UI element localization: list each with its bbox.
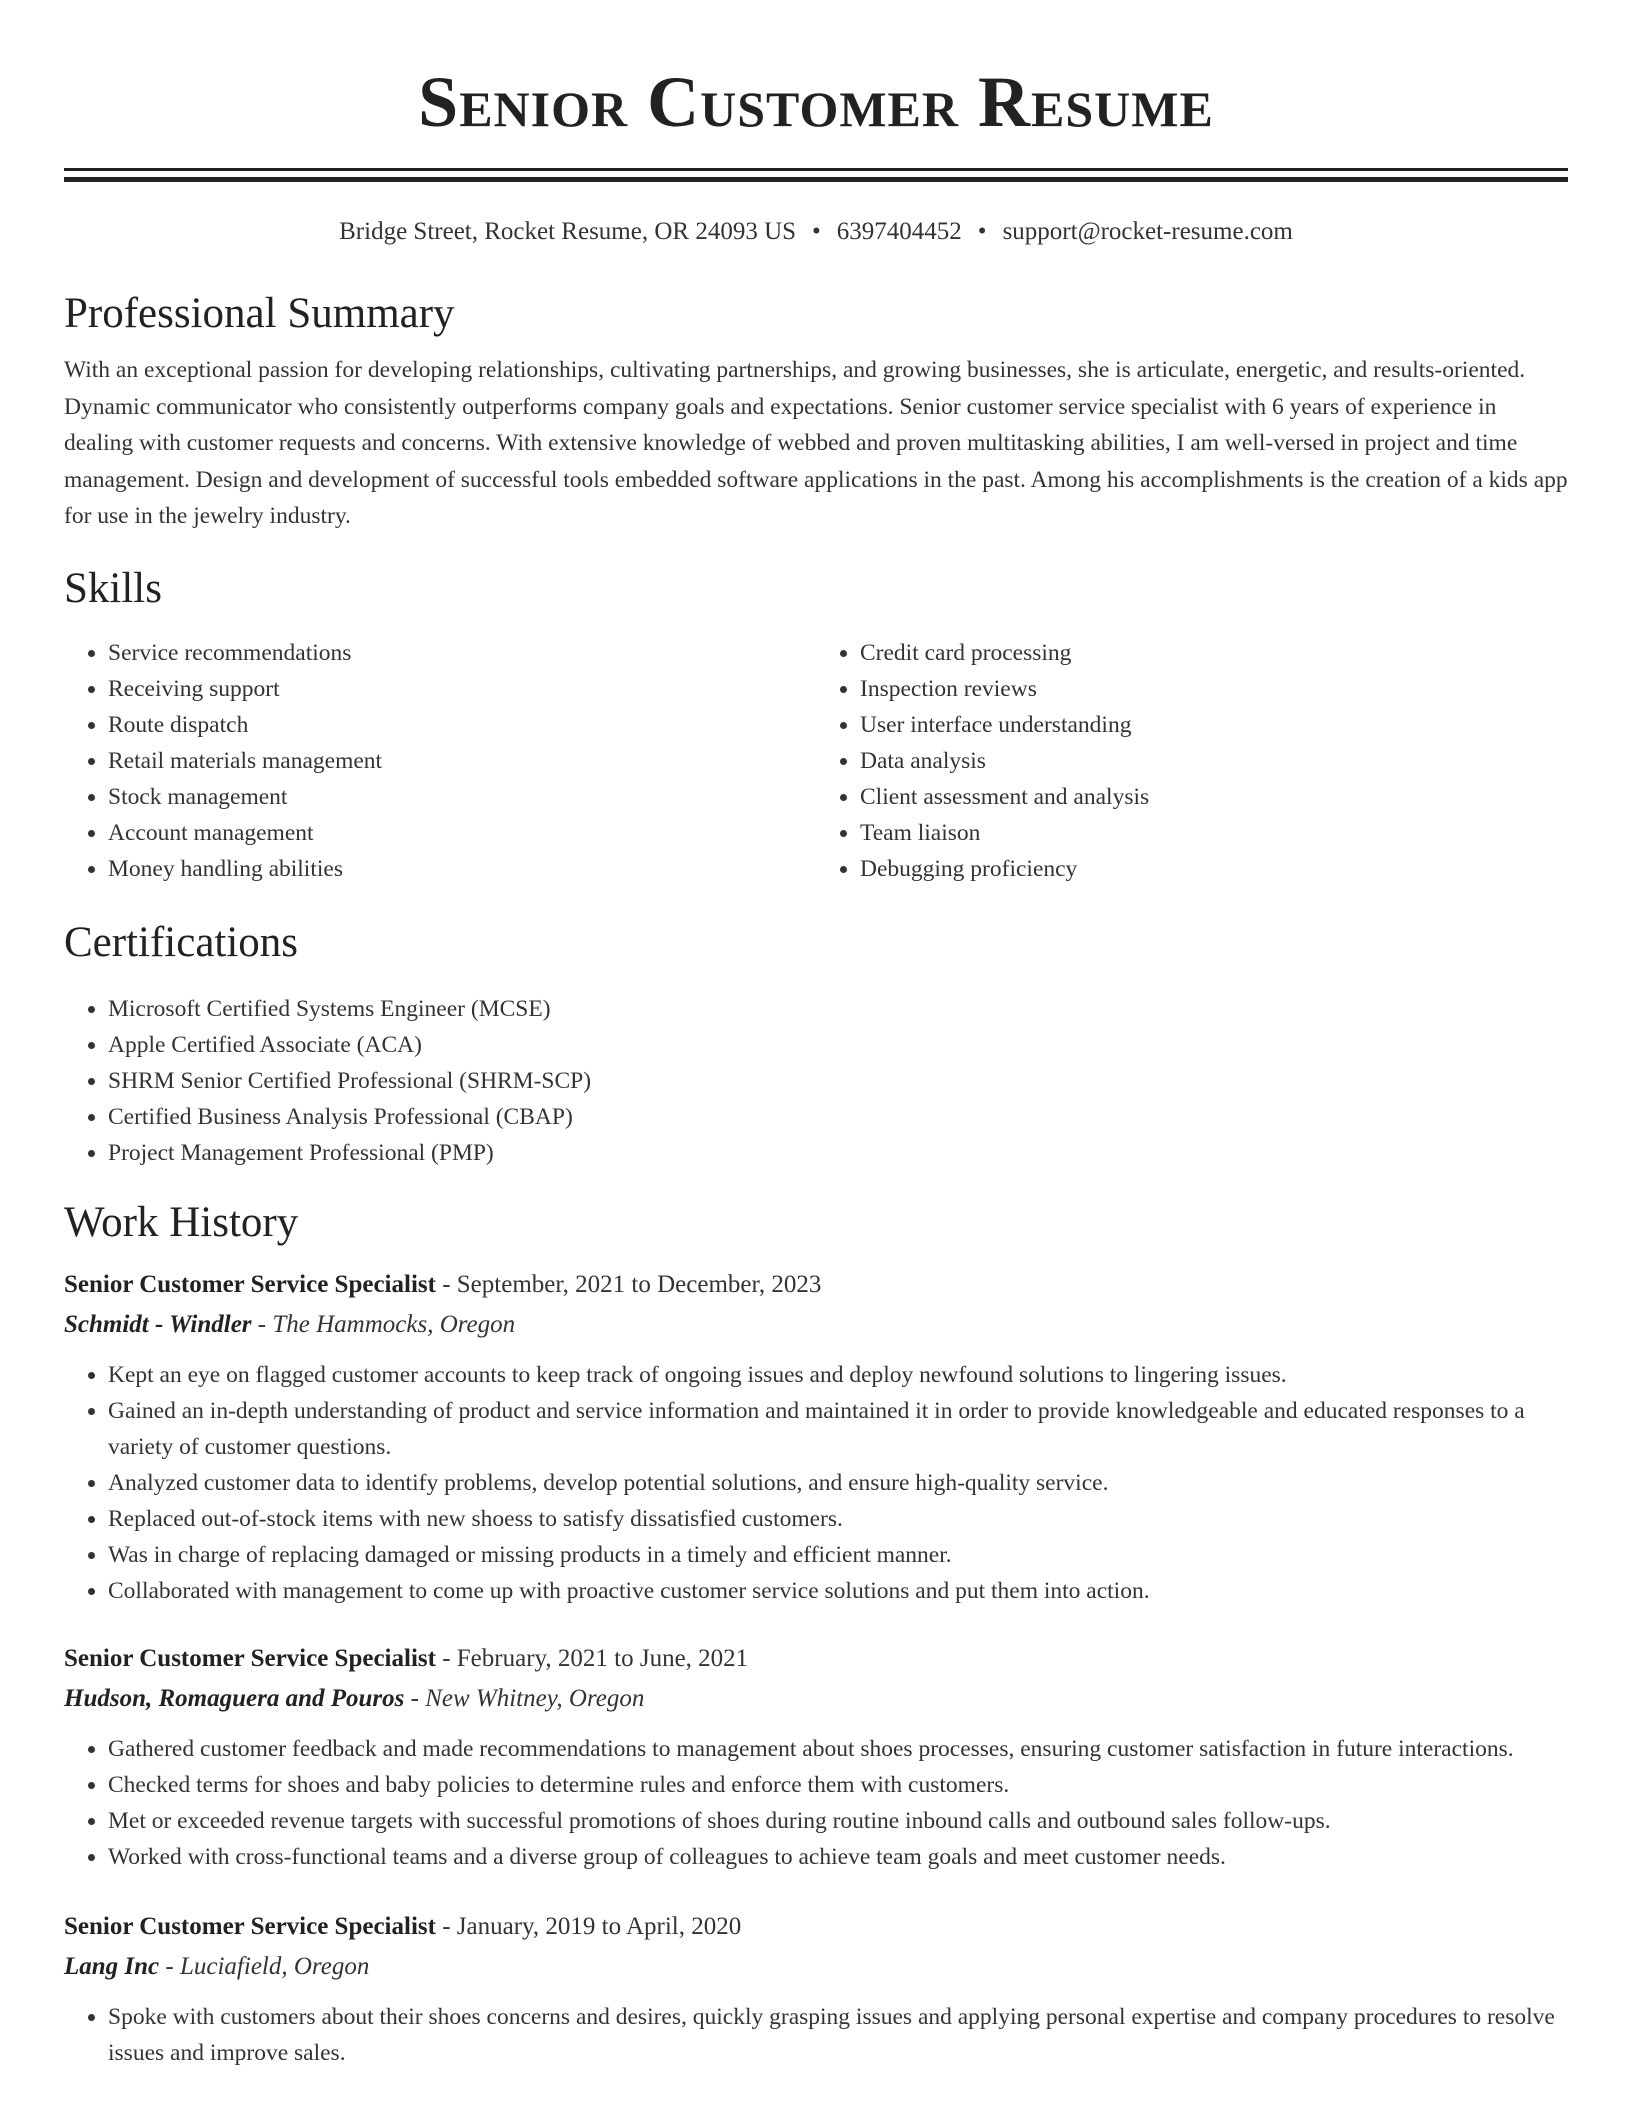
job-location: - The Hammocks, Oregon xyxy=(251,1310,516,1338)
skill-item: • Route dispatch xyxy=(108,707,816,743)
skill-item: • Inspection reviews xyxy=(860,671,1568,707)
contact-line xyxy=(64,216,1568,248)
skill-item: • Team liaison xyxy=(860,815,1568,851)
job-bullet: • Kept an eye on flagged customer accounts to keep track of ongoing issues and deploy newfound solutions to lingering issues. xyxy=(108,1357,1568,1393)
job-bullet: • Worked with cross-functional teams and a diverse group of colleagues to achieve team goals and meet customer needs. xyxy=(108,1839,1568,1875)
skills-list-left xyxy=(64,635,816,887)
job-title: Senior Customer Service Specialist xyxy=(64,1270,436,1298)
job-bullets xyxy=(64,1731,1568,1875)
job-title-line xyxy=(64,1907,1568,1947)
job-bullets xyxy=(64,1999,1568,2071)
job-bullets xyxy=(64,1357,1568,1609)
job-entry xyxy=(64,1639,1568,1875)
skill-item: • Credit card processing xyxy=(860,635,1568,671)
job-bullet: • Analyzed customer data to identify problems, develop potential solutions, and ensure high-quality service. xyxy=(108,1465,1568,1501)
contact-address: Bridge Street, Rocket Resume, OR 24093 US xyxy=(339,218,797,245)
job-bullet: • Was in charge of replacing damaged or missing products in a timely and efficient manner. xyxy=(108,1537,1568,1573)
section-heading-certifications: Certifications xyxy=(64,918,299,966)
job-title-line xyxy=(64,1265,1568,1305)
job-title: Senior Customer Service Specialist xyxy=(64,1644,436,1672)
job-location: - New Whitney, Oregon xyxy=(404,1684,645,1712)
certification-item: • SHRM Senior Certified Professional (SHRM-SCP) xyxy=(108,1063,1568,1099)
job-company-line xyxy=(64,1305,1568,1345)
skill-item: • Receiving support xyxy=(108,671,816,707)
contact-separator: • xyxy=(812,218,821,245)
title-divider-top xyxy=(64,168,1568,171)
skill-item: • Retail materials management xyxy=(108,743,816,779)
contact-email: support@rocket-resume.com xyxy=(1002,218,1293,245)
job-company: Lang Inc xyxy=(64,1952,160,1980)
contact-separator: • xyxy=(977,218,987,245)
section-heading-work-history: Work History xyxy=(64,1198,299,1246)
work-history-section xyxy=(64,1197,1568,2071)
job-dates: - February, 2021 to June, 2021 xyxy=(435,1644,749,1672)
job-bullet: • Checked terms for shoes and baby policies to determine rules and enforce them with customers. xyxy=(108,1767,1568,1803)
job-company: Schmidt - Windler xyxy=(64,1310,252,1338)
certifications-section xyxy=(64,917,1568,1171)
skill-item: • User interface understanding xyxy=(860,707,1568,743)
certifications-list xyxy=(64,991,1568,1171)
certification-item: • Project Management Professional (PMP) xyxy=(108,1135,1568,1171)
job-bullet: • Spoke with customers about their shoes concerns and desires, quickly grasping issues and applying personal expertise and company procedures to resolve issues and improve sales. xyxy=(108,1999,1568,2071)
job-entry xyxy=(64,1907,1568,2071)
job-company-line xyxy=(64,1679,1568,1719)
title-divider-bottom xyxy=(64,177,1568,182)
skills-section xyxy=(64,563,1568,887)
section-heading-skills: Skills xyxy=(64,564,162,612)
job-bullet: • Met or exceeded revenue targets with successful promotions of shoes during routine inbound calls and outbound sales follow-ups. xyxy=(108,1803,1568,1839)
job-entry xyxy=(64,1265,1568,1609)
job-dates: - September, 2021 to December, 2023 xyxy=(435,1270,822,1298)
section-heading-summary: Professional Summary xyxy=(64,290,455,337)
contact-phone: 6397404452 xyxy=(836,218,962,245)
skill-item: • Debugging proficiency xyxy=(860,851,1568,887)
resume-title: Senior Customer Resume xyxy=(418,62,1214,142)
job-title-line xyxy=(64,1639,1568,1679)
skill-item: • Money handling abilities xyxy=(108,851,816,887)
skill-item: • Client assessment and analysis xyxy=(860,779,1568,815)
job-bullet: • Replaced out-of-stock items with new shoess to satisfy dissatisfied customers. xyxy=(108,1501,1568,1537)
job-bullet: • Collaborated with management to come up with proactive customer service solutions and put them into action. xyxy=(108,1573,1568,1609)
job-company: Hudson, Romaguera and Pouros xyxy=(64,1684,405,1712)
certification-item: • Microsoft Certified Systems Engineer (MCSE) xyxy=(108,991,1568,1027)
summary-text: With an exceptional passion for developing relationships, cultivating partnerships, and growing businesses, she is articulate, energetic, and results-oriented. Dynamic communicator who consistently outperforms company goals and expectations. Senior customer service specialist with 6 years of experience in dealing with customer requests and concerns. With extensive knowledge of webbed and proven multitasking abilities, I am well-versed in project and time management. Design and development of successful tools embedded software applications in the past. Among his accomplishments is the creation of a kids app for use in the jewelry industry. xyxy=(64,357,1568,529)
certification-item: • Certified Business Analysis Professional (CBAP) xyxy=(108,1099,1568,1135)
professional-summary-section xyxy=(64,288,1568,535)
job-dates: - January, 2019 to April, 2020 xyxy=(435,1912,742,1940)
job-bullet: • Gained an in-depth understanding of product and service information and maintained it in order to provide knowledgeable and educated responses to a variety of customer questions. xyxy=(108,1393,1568,1465)
job-bullet: • Gathered customer feedback and made recommendations to management about shoes processes, ensuring customer satisfaction in future interactions. xyxy=(108,1731,1568,1767)
job-company-line xyxy=(64,1947,1568,1987)
skills-list-right xyxy=(816,635,1568,887)
skill-item: • Stock management xyxy=(108,779,816,815)
skills-columns xyxy=(64,635,1568,887)
job-title: Senior Customer Service Specialist xyxy=(64,1912,436,1940)
skill-item: • Data analysis xyxy=(860,743,1568,779)
job-location: - Luciafield, Oregon xyxy=(159,1952,370,1980)
resume-page xyxy=(64,0,1568,2071)
skill-item: • Service recommendations xyxy=(108,635,816,671)
certification-item: • Apple Certified Associate (ACA) xyxy=(108,1027,1568,1063)
skill-item: • Account management xyxy=(108,815,816,851)
